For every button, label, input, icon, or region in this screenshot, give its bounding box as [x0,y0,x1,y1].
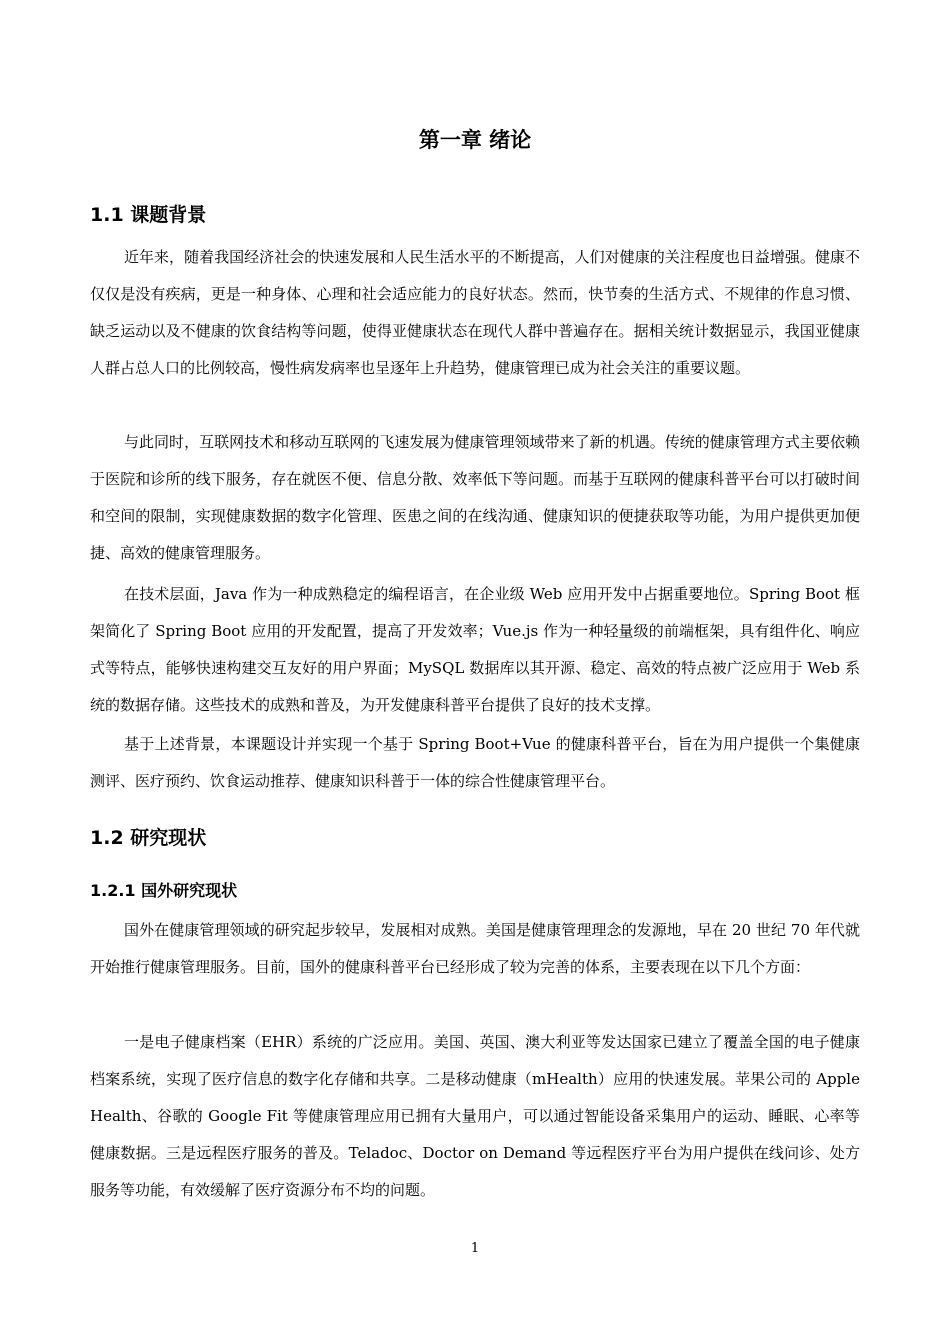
paragraph: 一是电子健康档案（EHR）系统的广泛应用。美国、英国、澳大利亚等发达国家已建立了覆盖全国的电子健康档案系统，实现了医疗信息的数字化存储和共享。二是移动健康（mHealth）应用的快速发展。苹果公司的 Apple Health、谷歌的 Google Fit 等健康管理应用已拥有大量用户，可以通过智能设备采集用户的运动、睡眠、心率等健康数据。三是远程医疗服务的普及。Teladoc、Doctor on Demand 等远程医疗平台为用户提供在线问诊、处方服务等功能，有效缓解了医疗资源分布不均的问题。 [90,1033,860,1199]
paragraph: 在技术层面，Java 作为一种成熟稳定的编程语言，在企业级 Web 应用开发中占据重要地位。Spring Boot 框架简化了 Spring Boot 应用的开发配置，提高了开发效率；Vue.js 作为一种轻量级的前端框架，具有组件化、响应式等特点，能够快速构建交互友好的用户界面；MySQL 数据库以其开源、稳定、高效的特点被广泛应用于 Web 系统的数据存储。这些技术的成熟和普及，为开发健康科普平台提供了良好的技术支撑。 [90,585,860,714]
paragraph: 国外在健康管理领域的研究起步较早，发展相对成熟。美国是健康管理理念的发源地，早在 20 世纪 70 年代就开始推行健康管理服务。目前，国外的健康科普平台已经形成了较为完善的体系，主要表现在以下几个方面： [90,921,860,976]
paragraph: 基于上述背景，本课题设计并实现一个基于 Spring Boot+Vue 的健康科普平台，旨在为用户提供一个集健康测评、医疗预约、饮食运动推荐、健康知识科普于一体的综合性健康管理平台。 [90,735,860,790]
page-number: 1 [470,1241,480,1256]
subsection-heading-foreign-research: 1.2.1 国外研究现状 [90,881,238,900]
chapter-title: 第一章 绪论 [418,128,532,152]
section-heading-research-status: 1.2 研究现状 [90,827,207,849]
paragraph: 与此同时，互联网技术和移动互联网的飞速发展为健康管理领域带来了新的机遇。传统的健康管理方式主要依赖于医院和诊所的线下服务，存在就医不便、信息分散、效率低下等问题。而基于互联网的健康科普平台可以打破时间和空间的限制，实现健康数据的数字化管理、医患之间的在线沟通、健康知识的便捷获取等功能，为用户提供更加便捷、高效的健康管理服务。 [90,433,860,562]
paragraph: 近年来，随着我国经济社会的快速发展和人民生活水平的不断提高，人们对健康的关注程度也日益增强。健康不仅仅是没有疾病，更是一种身体、心理和社会适应能力的良好状态。然而，快节奏的生活方式、不规律的作息习惯、缺乏运动以及不健康的饮食结构等问题，使得亚健康状态在现代人群中普遍存在。据相关统计数据显示，我国亚健康人群占总人口的比例较高，慢性病发病率也呈逐年上升趋势，健康管理已成为社会关注的重要议题。 [90,248,860,377]
section-heading-background: 1.1 课题背景 [90,204,207,226]
